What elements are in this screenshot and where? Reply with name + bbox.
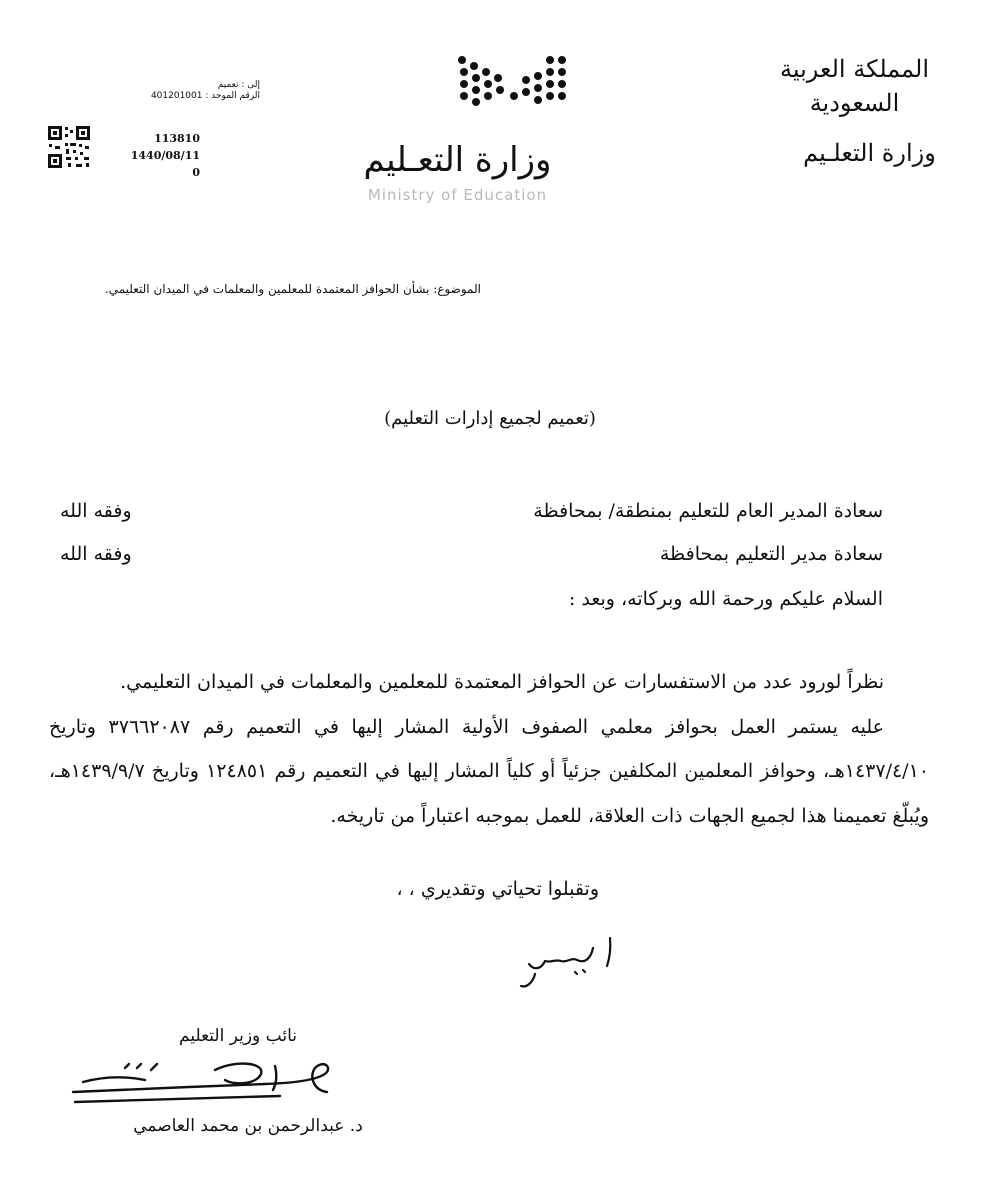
unified-number: الرقم الموحد : 401201001 [150, 91, 260, 101]
country-name: المملكة العربية السعودية [779, 55, 929, 117]
addressee-1: سعادة المدير العام للتعليم بمنطقة/ بمحافظة [533, 500, 883, 522]
reference-numbers [120, 130, 200, 181]
signatory-name: د. عبدالرحمن بن محمد العاصمي [133, 1116, 363, 1136]
letter-body [49, 660, 929, 838]
handwritten-signature [65, 1050, 345, 1120]
reference-labels [140, 80, 260, 102]
subject-line: الموضوع: بشأن الحوافز المعتمدة للمعلمين والمعلمات في الميدان التعليمي. [104, 282, 481, 296]
greeting: السلام عليكم ورحمة الله وبركاته، وبعد : [568, 588, 883, 610]
attachments-count: 0 [192, 166, 200, 179]
logo-arabic-text: وزارة التعـليم [363, 140, 552, 180]
qr-code-icon [46, 124, 92, 170]
logo-english-text: Ministry of Education [367, 186, 548, 204]
body-paragraph-1: نظراً لورود عدد من الاستفسارات عن الحوافز المعتمدة للمعلمين والمعلمات في الميدان التعليمي. [120, 671, 884, 693]
ref-date: 1440/08/11 [130, 149, 200, 162]
body-paragraph-2: عليه يستمر العمل بحوافز معلمي الصفوف الأولية المشار إليها في التعميم رقم ٣٧٦٦٢٠٨٧ وتاريخ ١٤٣٧/٤/١٠هـ، وحوافز المعلمين المكلفين جزئياً أو كلياً المشار إليها في التعميم رقم ١٢٤٨٥١ وتاريخ ١٤٣٩/٩/٧هـ، ويُبلّغ تعميمنا هذا لجميع الجهات ذات العلاقة، للعمل بموجبه اعتباراً من تاريخه. [49, 715, 929, 827]
blessing-1: وفقه الله [60, 500, 132, 522]
handwritten-initial [515, 930, 620, 995]
to-label: إلى : تعميم [217, 80, 260, 90]
closing-line: وتقبلوا تحياتي وتقديري ، ، [396, 878, 599, 900]
letterhead-right [742, 52, 967, 170]
circular-title: (تعميم لجميع إدارات التعليم) [384, 408, 596, 429]
addressee-2: سعادة مدير التعليم بمحافظة [659, 543, 883, 565]
ref-number: 113810 [154, 132, 200, 145]
signatory-title: نائب وزير التعليم [179, 1026, 297, 1046]
blessing-2: وفقه الله [60, 543, 132, 565]
ministry-name: وزارة التعلـيم [803, 139, 936, 167]
